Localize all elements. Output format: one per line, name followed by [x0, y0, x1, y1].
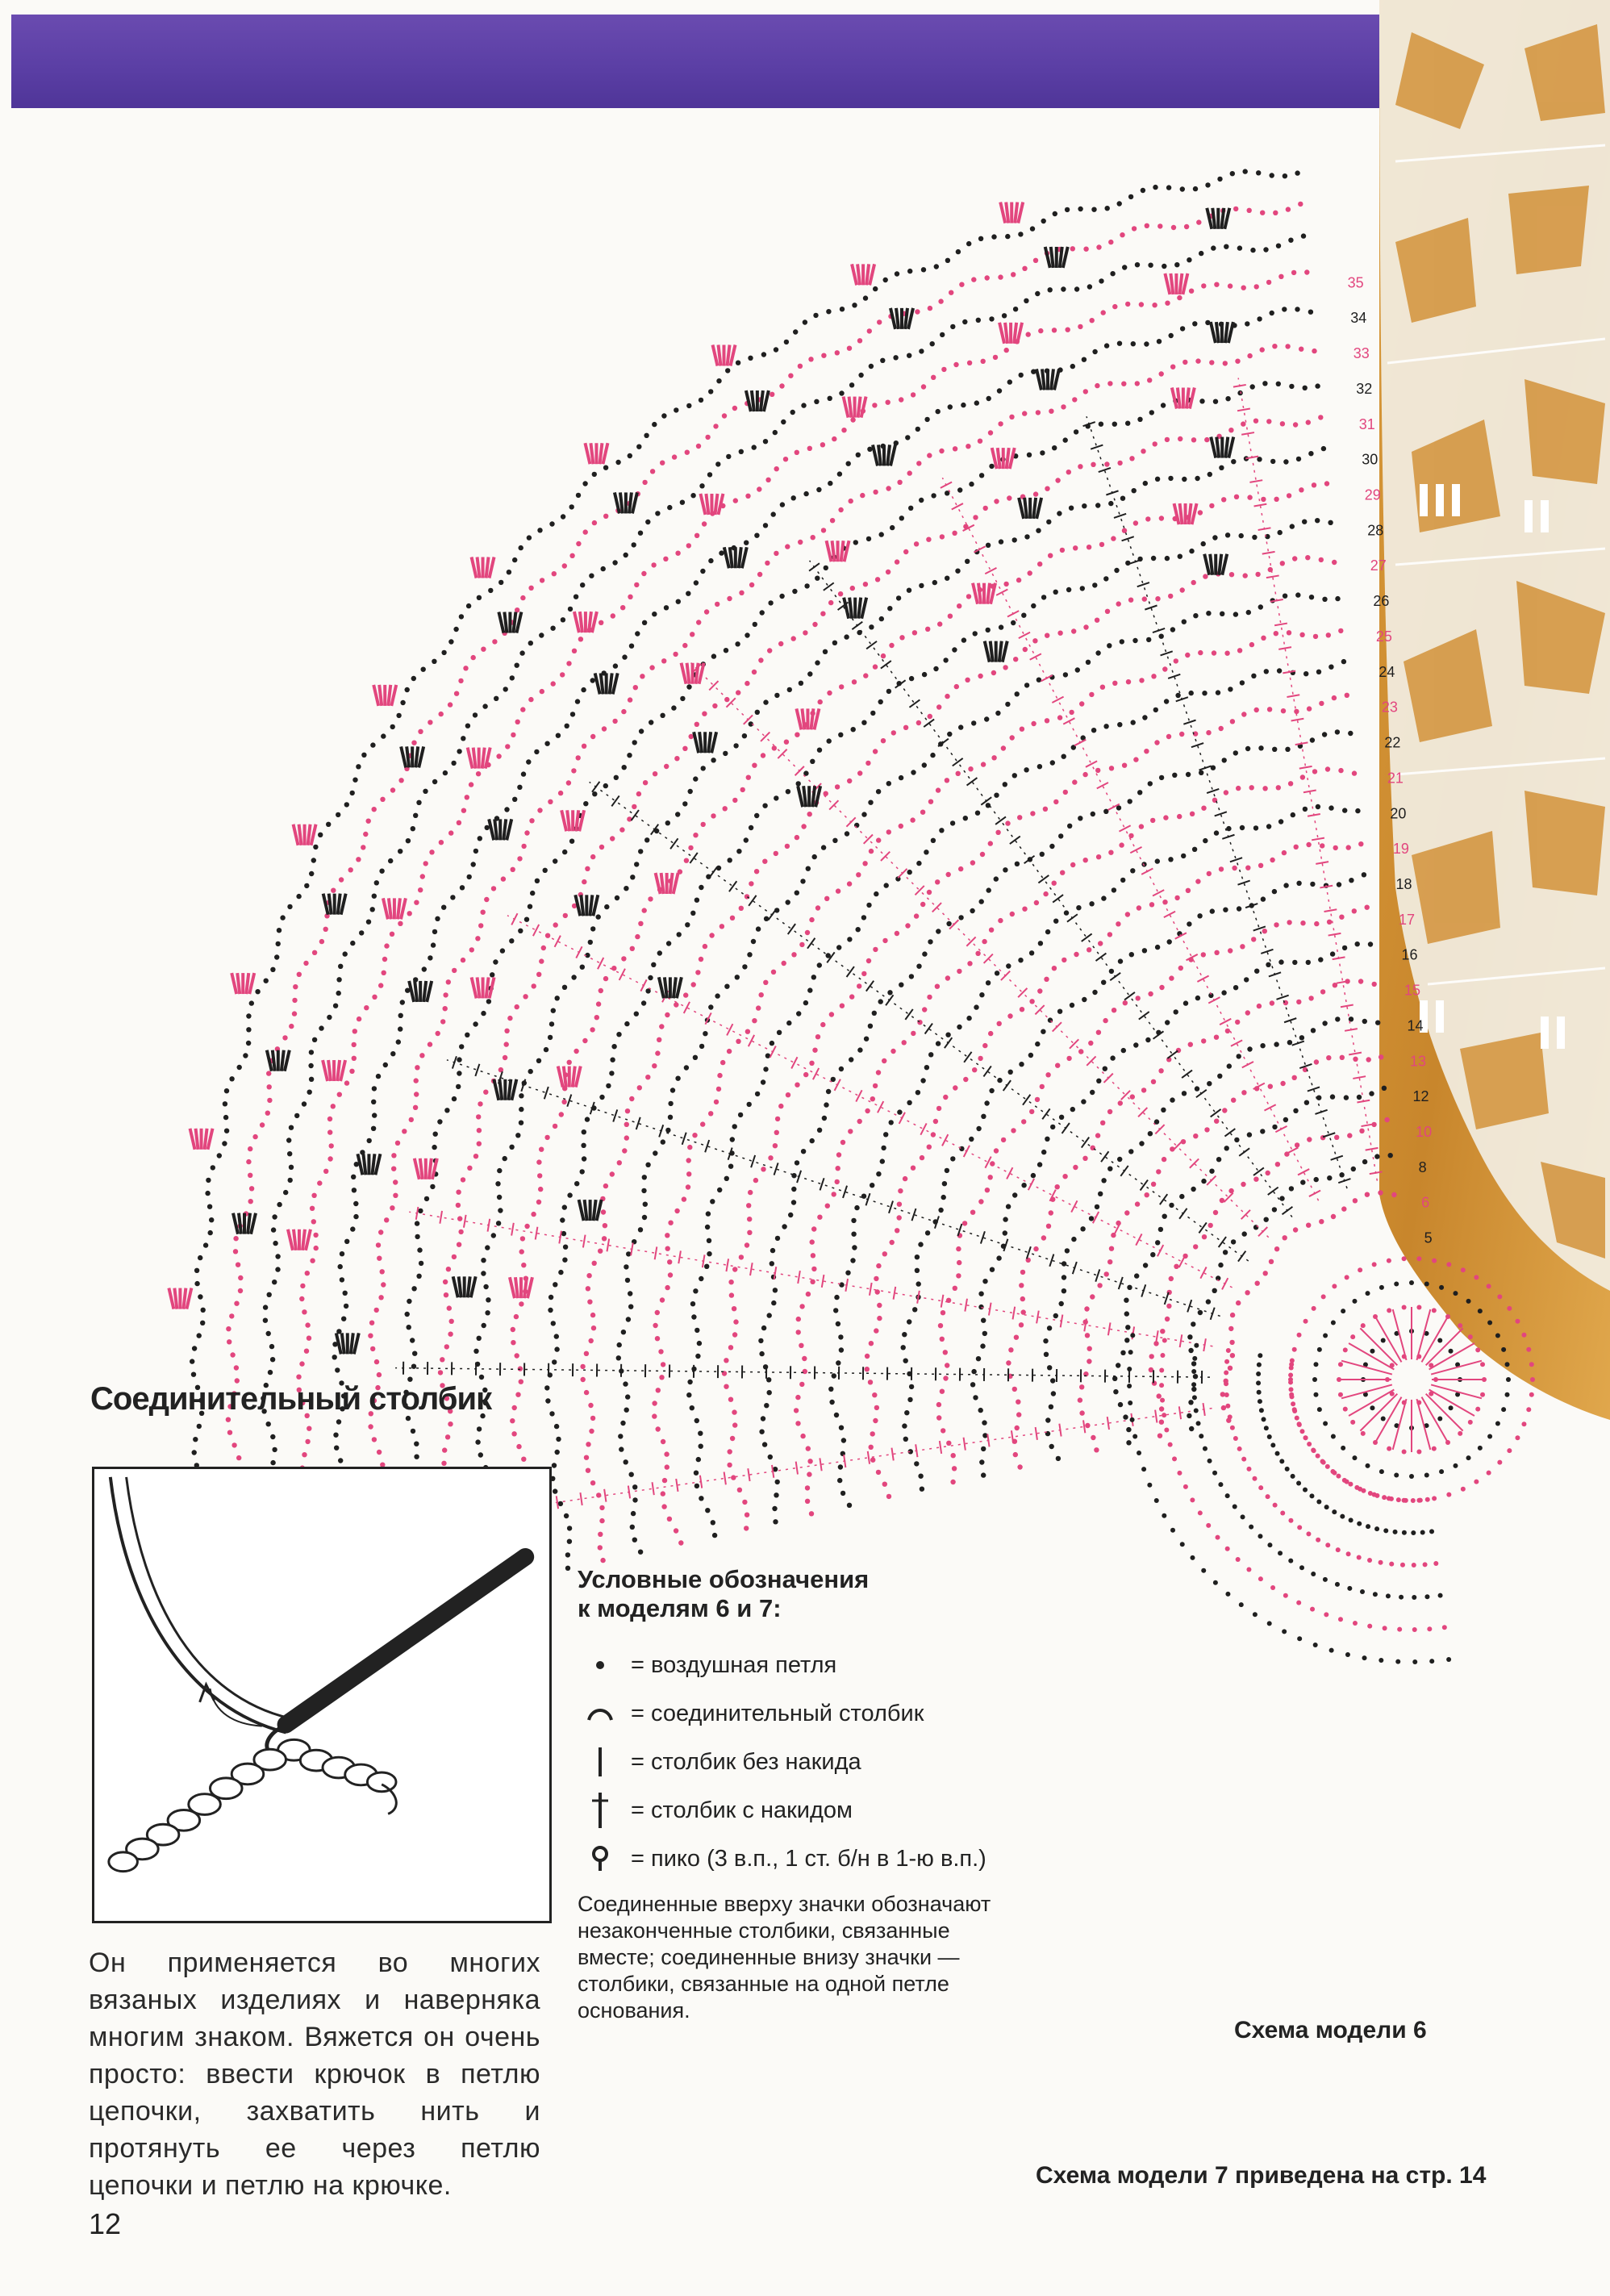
row-label: 5	[1424, 1229, 1433, 1246]
legend-item	[578, 1835, 1013, 1883]
legend-list	[578, 1641, 1013, 1883]
description-text: Он применяется во многих вязаных изделиях и наверняка многим знаком. Вяжется он очень просто: ввести крючок в петлю цепочки, захватить нить и протянуть ее через петлю цепочки и петлю на крючке.	[89, 1947, 540, 2201]
dot-icon	[578, 1645, 623, 1685]
section-title: Соединительный столбик	[90, 1381, 492, 1417]
legend-label: = соединительный столбик	[631, 1700, 924, 1726]
hook-and-chain-illustration	[92, 1467, 552, 1923]
row-label: 6	[1421, 1194, 1430, 1211]
row-label: 18	[1395, 875, 1412, 892]
row-label: 13	[1410, 1053, 1427, 1070]
legend-label: = столбик без накида	[631, 1748, 861, 1775]
row-label: 16	[1401, 946, 1418, 963]
row-label: 15	[1404, 982, 1421, 999]
picot-icon	[578, 1839, 623, 1879]
legend-item	[578, 1641, 1013, 1689]
legend-note: Соединенные вверху значки обозначают незаконченные столбики, связанные вместе; соединенные внизу значки — столбики, связанные на одной петле основания.	[578, 1892, 991, 2023]
cross-bar-icon	[578, 1790, 623, 1831]
row-label: 35	[1347, 274, 1364, 291]
row-label: 8	[1418, 1158, 1427, 1175]
page-number: 12	[89, 2207, 122, 2240]
legend-item	[578, 1786, 1013, 1835]
row-label: 10	[1416, 1123, 1433, 1140]
row-label: 27	[1370, 557, 1387, 574]
legend	[578, 1565, 1013, 2024]
row-label: 24	[1379, 663, 1395, 680]
row-label: 14	[1407, 1017, 1424, 1034]
vertical-bar-icon	[578, 1742, 623, 1782]
row-label: 30	[1362, 451, 1379, 468]
row-label: 26	[1373, 593, 1390, 610]
header-band	[11, 15, 1384, 108]
legend-item	[578, 1738, 1013, 1786]
row-label: 29	[1364, 486, 1381, 503]
row-label: 34	[1350, 310, 1367, 327]
row-label: 19	[1392, 841, 1409, 858]
row-label: 22	[1384, 734, 1401, 751]
row-label: 20	[1390, 805, 1407, 822]
row-label: 21	[1387, 770, 1404, 787]
legend-label: = пико (3 в.п., 1 ст. б/н в 1-ю в.п.)	[631, 1845, 986, 1872]
legend-title-line2: к моделям 6 и 7:	[578, 1594, 782, 1622]
legend-title-line1: Условные обозначения	[578, 1565, 870, 1593]
row-label: 25	[1375, 628, 1392, 645]
row-label: 28	[1367, 522, 1384, 539]
legend-label: = воздушная петля	[631, 1651, 837, 1678]
caption-model-7: Схема модели 7 приведена на стр. 14	[1036, 2162, 1487, 2189]
row-label: 33	[1353, 345, 1370, 362]
row-label: 31	[1358, 415, 1375, 432]
arc-icon	[578, 1693, 623, 1734]
legend-item	[578, 1689, 1013, 1738]
row-label: 12	[1412, 1088, 1429, 1105]
row-label: 17	[1398, 911, 1416, 928]
row-label: 23	[1381, 699, 1398, 716]
caption-model-6: Схема модели 6	[1234, 2017, 1427, 2043]
row-label: 32	[1356, 380, 1373, 397]
legend-label: = столбик с накидом	[631, 1797, 853, 1823]
